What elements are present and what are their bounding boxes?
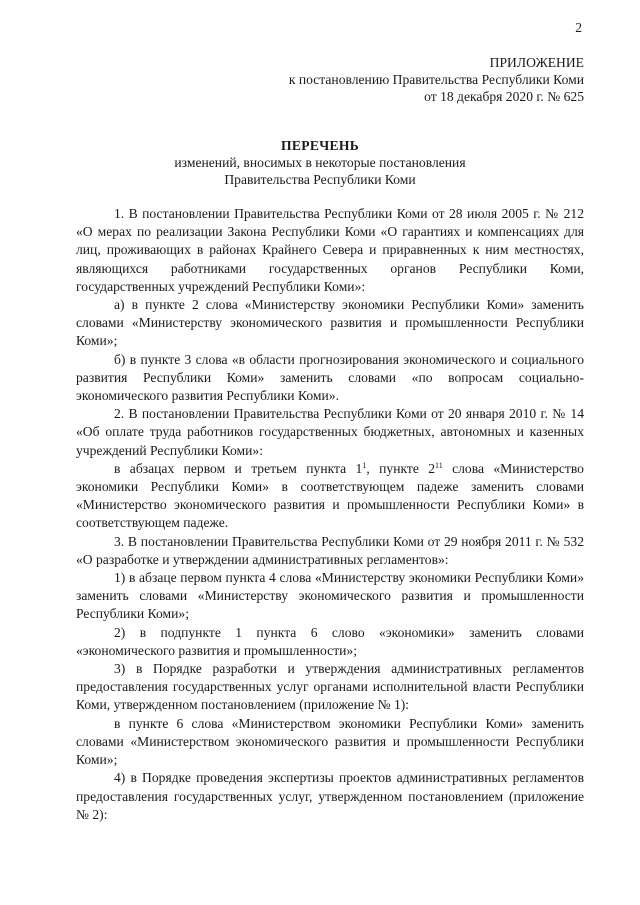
- document-body: [76, 205, 584, 824]
- appendix-header: [289, 54, 584, 105]
- appendix-label: ПРИЛОЖЕНИЕ: [489, 55, 584, 70]
- paragraph-3-item-1: 1) в абзаце первом пункта 4 слова «Министерству экономики Республики Коми» заменить словами «Министерству экономического развития и промышленности Республики Коми»;: [76, 570, 584, 622]
- title-subtitle-line2: Правительства Республики Коми: [224, 172, 416, 187]
- paragraph-2-text-c: слова «Министерство экономики Республики Коми» в соответствующем падеже заменить словами «Министерство экономического развития и промышленности Республики Коми» в соответствующем падеже.: [76, 460, 584, 531]
- document-title: [0, 137, 640, 188]
- paragraph-2-text-b: , пункте 2: [366, 460, 436, 476]
- appendix-date: от 18 декабря 2020 г. № 625: [424, 89, 584, 104]
- paragraph-2-text-a: в абзацах первом и третьем пункта 1: [114, 460, 363, 476]
- paragraph-3-item-3-detail: в пункте 6 слова «Министерством экономики Республики Коми» заменить словами «Министерством экономического развития и промышленности Республики Коми»;: [76, 715, 584, 768]
- page-number: 2: [575, 20, 582, 35]
- appendix-resolution: к постановлению Правительства Республики Коми: [288, 72, 584, 87]
- paragraph-3-item-4: 4) в Порядке проведения экспертизы проектов административных регламентов предоставления государственных услуг, утвержденном постановлением (приложение № 2):: [76, 770, 584, 822]
- paragraph-3: 3. В постановлении Правительства Республики Коми от 29 ноября 2011 г. № 532 «О разработке и утверждении административных регламентов»:: [76, 533, 584, 567]
- paragraph-3-item-2: 2) в подпункте 1 пункта 6 слово «экономики» заменить словами «экономического развития и промышленности»;: [76, 624, 584, 658]
- title-subtitle-line1: изменений, вносимых в некоторые постановления: [174, 155, 466, 170]
- paragraph-1: 1. В постановлении Правительства Республики Коми от 28 июля 2005 г. № 212 «О мерах по реализации Закона Республики Коми «О гарантиях и компенсациях для лиц, проживающих в районах Крайнего Севера и приравненных к ним местностях, являющихся работниками государственных органов Республики Коми, государственных учреждений Республики Коми»:: [76, 206, 584, 294]
- superscript-1: 1: [362, 460, 367, 470]
- title-heading: ПЕРЕЧЕНЬ: [280, 138, 359, 153]
- superscript-11: 11: [435, 460, 443, 470]
- paragraph-1b: б) в пункте 3 слова «в области прогнозирования экономического и социального развития Республики Коми» заменить словами «по вопросам социально-экономического развития Республики Коми».: [76, 351, 584, 404]
- paragraph-3-item-3: 3) в Порядке разработки и утверждения административных регламентов предоставления государственных услуг органами исполнительной власти Республики Коми, утвержденном постановлением (приложение № 1):: [76, 661, 584, 713]
- paragraph-1a: а) в пункте 2 слова «Министерству экономики Республики Коми» заменить словами «Министерству экономического развития и промышленности Республики Коми»;: [76, 297, 584, 349]
- paragraph-2: 2. В постановлении Правительства Республики Коми от 20 января 2010 г. № 14 «Об оплате труда работников государственных бюджетных, автономных и казенных учреждений Республики Коми»:: [76, 406, 584, 458]
- paragraph-2-amendment: [76, 460, 584, 533]
